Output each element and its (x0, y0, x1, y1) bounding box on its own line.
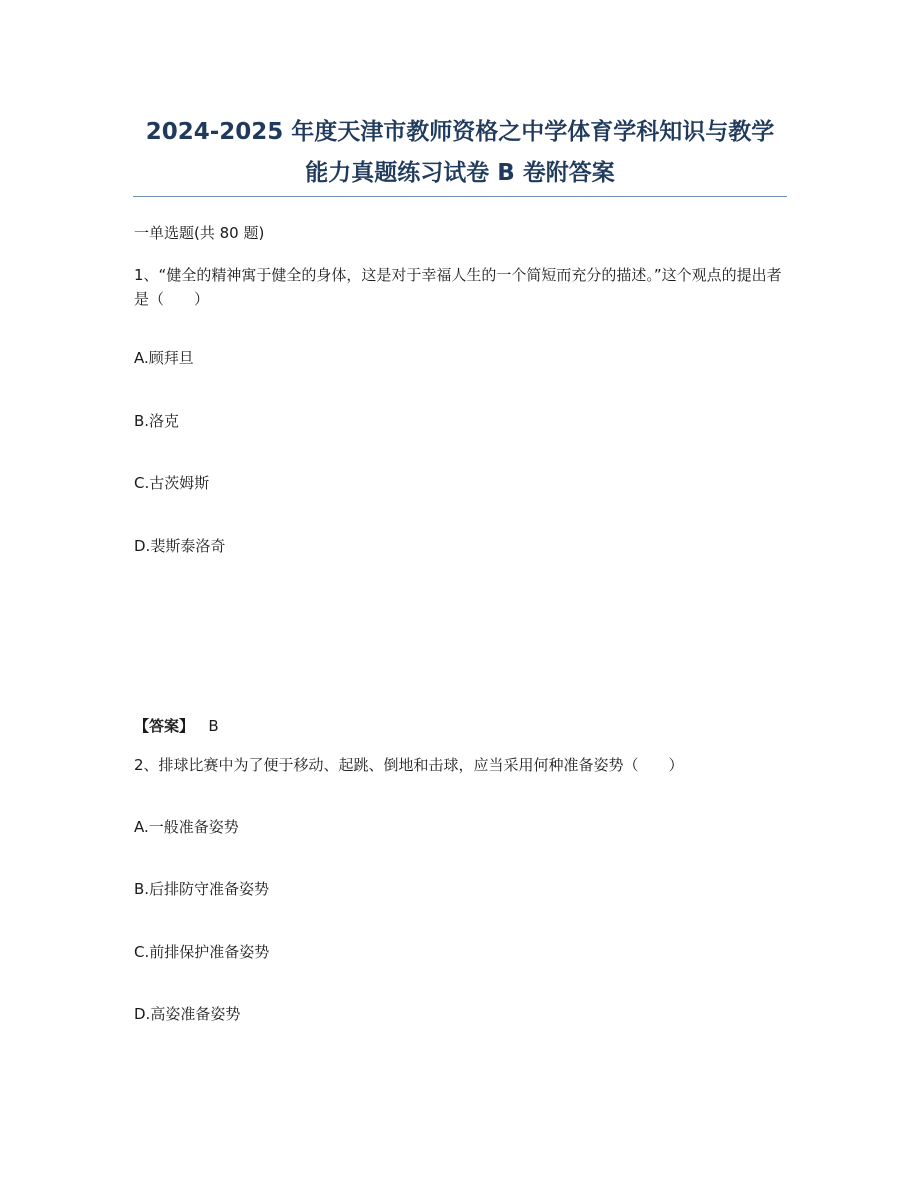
question-2-option-c: C.前排保护准备姿势 (134, 943, 270, 961)
document-title (110, 112, 810, 194)
question-1-option-a: A.顾拜旦 (134, 349, 194, 367)
answer-value: B (208, 717, 219, 735)
title-divider (133, 196, 787, 197)
question-1-option-c: C.古茨姆斯 (134, 474, 210, 492)
question-2-option-d: D.高姿准备姿势 (134, 1005, 241, 1023)
question-1-answer (134, 716, 219, 736)
question-2-text: 2、排球比赛中为了便于移动、起跳、倒地和击球，应当采用何种准备姿势（ ） (134, 756, 684, 774)
title-line-1: 2024-2025 年度天津市教师资格之中学体育学科知识与教学 (145, 119, 775, 145)
title-line-2: 能力真题练习试卷 B 卷附答案 (305, 160, 615, 186)
section-heading: 一单选题(共 80 题) (134, 224, 265, 242)
question-2-option-a: A.一般准备姿势 (134, 818, 239, 836)
question-1-option-d: D.裴斯泰洛奇 (134, 537, 226, 555)
question-2-option-b: B.后排防守准备姿势 (134, 880, 270, 898)
question-1-text: 1、“健全的精神寓于健全的身体，这是对于幸福人生的一个简短而充分的描述。”这个观点的提出者是（ ） (134, 266, 782, 308)
question-1-option-b: B.洛克 (134, 412, 180, 430)
answer-label: 【答案】 (134, 717, 195, 735)
